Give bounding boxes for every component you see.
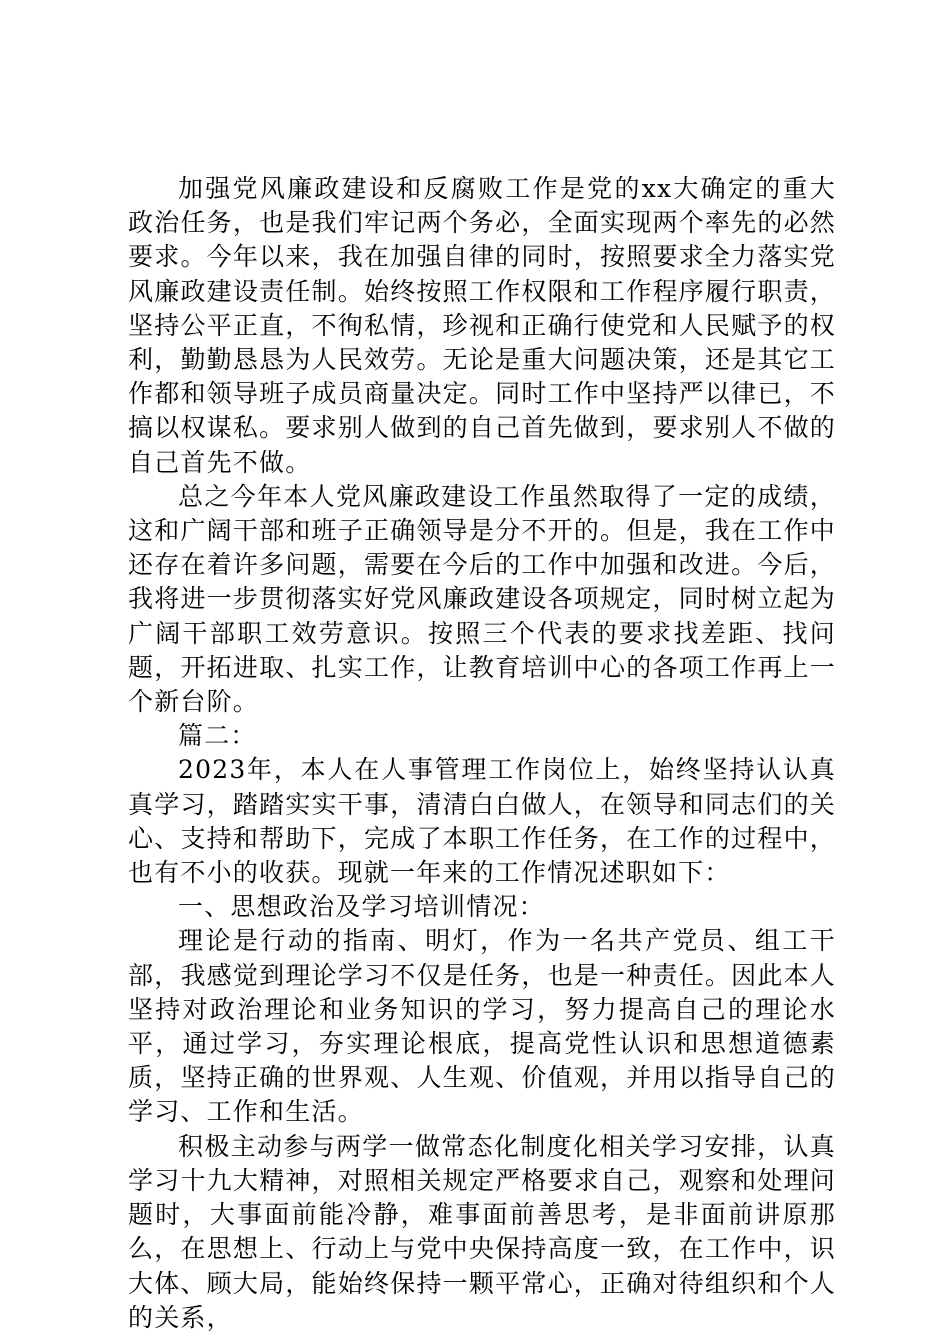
document-body [128, 172, 836, 1335]
paragraph-anti-corruption: 加强党风廉政建设和反腐败工作是党的xx大确定的重大政治任务，也是我们牢记两个务必，全面实现两个率先的必然要求。今年以来，我在加强自律的同时，按照要求全力落实党风廉政建设责任制。始终按照工作权限和工作程序履行职责，坚持公平正直，不徇私情，珍视和正确行使党和人民赋予的权利，勤勤恳恳为人民效劳。无论是重大问题决策，还是其它工作都和领导班子成员商量决定。同时工作中坚持严以律已，不搞以权谋私。要求别人做到的自己首先做到，要求别人不做的自己首先不做。 [128, 174, 836, 477]
paragraph-theory-study: 理论是行动的指南、明灯，作为一名共产党员、组工干部，我感觉到理论学习不仅是任务，也是一种责任。因此本人坚持对政治理论和业务知识的学习，努力提高自己的理论水平，通过学习，夯实理论根底，提高党性认识和思想道德素质，坚持正确的世界观、人生观、价值观，并用以指导自己的学习、工作和生活。 [128, 926, 836, 1127]
paragraph-two-studies: 积极主动参与两学一做常态化制度化相关学习安排，认真学习十九大精神，对照相关规定严格要求自己，观察和处理问题时，大事面前能冷静，难事面前善思考，是非面前讲原那么，在思想上、行动上与党中央保持高度一致，在工作中，识大体、顾大局，能始终保持一颗平常心，正确对待组织和个人的关系， [128, 1131, 836, 1332]
paragraph-summary: 总之今年本人党风廉政建设工作虽然取得了一定的成绩，这和广阔干部和班子正确领导是分不开的。但是，我在工作中还存在着许多问题，需要在今后的工作中加强和改进。今后，我将进一步贯彻落实好党风廉政建设各项规定，同时树立起为广阔干部职工效劳意识。按照三个代表的要求找差距、找问题，开拓进取、扎实工作，让教育培训中心的各项工作再上一个新台阶。 [128, 481, 836, 717]
subheading-political-study: 一、思想政治及学习培训情况： [178, 892, 545, 922]
paragraph-2023-intro: 2023年，本人在人事管理工作岗位上，始终坚持认认真真学习，踏踏实实干事，清清白白做人，在领导和同志们的关心、支持和帮助下，完成了本职工作任务，在工作的过程中，也有不小的收获。现就一年来的工作情况述职如下： [128, 755, 836, 888]
section-heading-part-two: 篇二： [178, 721, 257, 751]
